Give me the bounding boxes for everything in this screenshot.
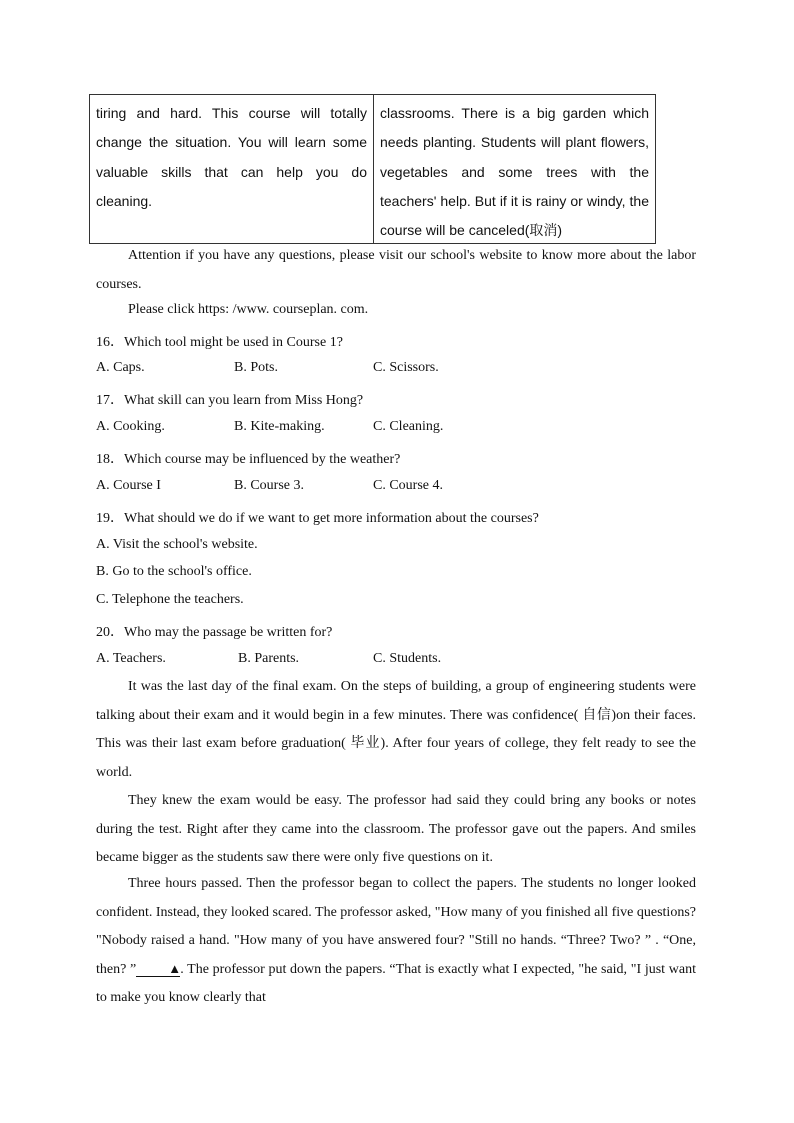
- question-17: 17．What skill can you learn from Miss Hong?: [96, 393, 364, 408]
- option-17-a: A. Cooking.: [96, 419, 165, 434]
- option-20-c: C. Students.: [373, 651, 442, 666]
- option-20-a: A. Teachers.: [96, 651, 166, 666]
- question-20: 20．Who may the passage be written for?: [96, 625, 333, 640]
- passage-paragraph-3: [96, 870, 696, 1013]
- course-table-fragment: [89, 94, 656, 244]
- table-cell-left: tiring and hard. This course will totally change the situation. You will learn some valuable skills that can help you do cleaning.: [90, 95, 374, 243]
- option-17-b: B. Kite-making.: [234, 419, 325, 434]
- option-18-a: A. Course I: [96, 478, 161, 493]
- attention-paragraph: Attention if you have any questions, please visit our school's website to know more about the labor courses.: [96, 248, 696, 292]
- option-20-b: B. Parents.: [238, 651, 300, 666]
- option-18-c: C. Course 4.: [373, 478, 443, 493]
- paragraph-3-after-blank: . The professor put down the papers. “That is exactly what I expected, "he said, "I just want to make you know clearly that: [96, 961, 696, 1006]
- paragraph-3-before-blank: Three hours passed. Then the professor began to collect the papers. The students no longer looked confident. Instead, they looked scared. The professor asked, "How many of you finished all five questions? "Nobody raised a hand. "How many of you have answered four? "Still no hands. “Three? Two? ” . “One, then? ”: [96, 876, 696, 977]
- option-16-a: A. Caps.: [96, 360, 145, 375]
- passage-paragraph-2: They knew the exam would be easy. The professor had said they could bring any books or notes during the test. Right after they came into the classroom. The professor gave out the papers. And smiles became bigger as the students saw there were only five questions on it.: [96, 793, 696, 866]
- question-18: 18．Which course may be influenced by the weather?: [96, 452, 401, 467]
- option-19-c: C. Telephone the teachers.: [96, 592, 244, 607]
- table-cell-right: classrooms. There is a big garden which needs planting. Students will plant flowers, vegetables and some trees with the teachers' help. But if it is rainy or windy, the course will be canceled(取消): [380, 105, 649, 239]
- option-19-a: A. Visit the school's website.: [96, 537, 258, 552]
- question-19: 19．What should we do if we want to get more information about the courses?: [96, 511, 539, 526]
- website-line: Please click https: /www. courseplan. com.: [128, 302, 369, 317]
- option-16-c: C. Scissors.: [373, 360, 439, 375]
- option-18-b: B. Course 3.: [234, 478, 304, 493]
- option-19-b: B. Go to the school's office.: [96, 564, 252, 579]
- option-17-c: C. Cleaning.: [373, 419, 444, 434]
- answer-blank: ▲: [136, 962, 180, 977]
- question-16: 16．Which tool might be used in Course 1?: [96, 335, 343, 350]
- option-16-b: B. Pots.: [234, 360, 278, 375]
- passage-paragraph-1: It was the last day of the final exam. On the steps of building, a group of engineering students were talking about their exam and it would begin in a few minutes. There was confidence( 自信)on their faces. This was their last exam before graduation( 毕业). After four years of college, they felt ready to see the world.: [96, 679, 696, 780]
